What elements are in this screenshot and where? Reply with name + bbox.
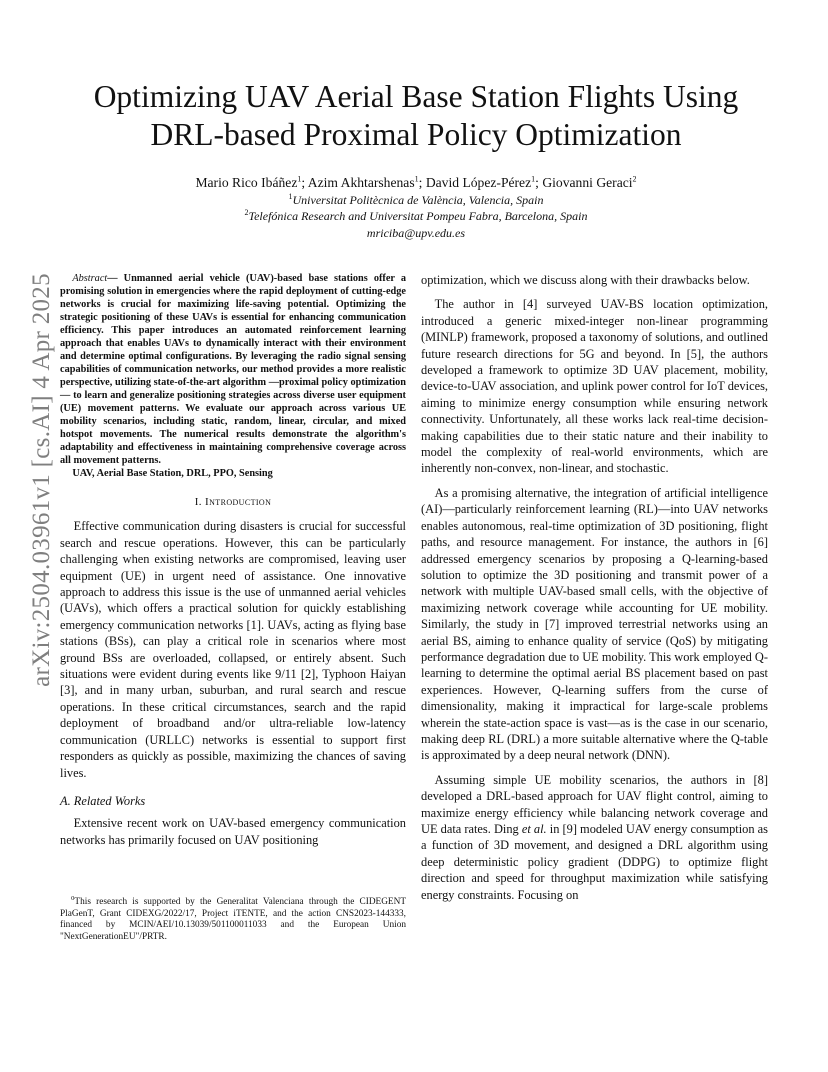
section-heading-introduction: I. Introduction (194, 496, 272, 508)
right-column (421, 272, 768, 903)
author-1: Mario Rico Ibáñez$^1$; (195, 174, 308, 190)
abstract-label: Abstract (72, 273, 108, 284)
author-2: Azim Akhtarshenas$^1$; (307, 174, 426, 190)
subsection-heading-related-works: A. Related Works (60, 793, 146, 808)
body-paragraph-3: Assuming simple UE mobility scenarios, the authors in [8] developed a DRL-based approach for UAV flight control, aiming to maximize energy efficiency while balancing network coverage and UE data rates. Ding et al. in [9] modeled UAV energy consumption as a function of 3D movement, and designed a DRL algorithm using deep deterministic policy gradient (DDPG) to optimize flight direction and speed for throughput maximization while satisfying energy constraints. Focusing on (421, 772, 768, 902)
paper-title: Optimizing UAV Aerial Base Station Flights Using DRL-based Proximal Policy Optimization (93, 79, 739, 152)
related-works-paragraph: Extensive recent work on UAV-based emergency communication networks has primarily focused on UAV positioning (60, 816, 406, 847)
continued-paragraph: optimization, which we discuss along with their drawbacks below. (421, 273, 750, 287)
keywords: UAV, Aerial Base Station, DRL, PPO, Sensing (72, 468, 273, 479)
author-3: David López-Pérez$^1$; (425, 174, 543, 190)
body-paragraph-1: The author in [4] surveyed UAV-BS location optimization, introduced a generic mixed-integer non-linear programming (MINLP) framework, proposed a taxonomy of solutions, and outlined future research directions for 5G and beyond. In [5], the authors developed a framework to optimize 3D UAV placement, mobility, device-to-UAV association, and uplink power control for IoT devices, aiming to minimize energy consumption while ensuring network connectivity. Unfortunately, all these works lack real-time decision-making capabilities due to their static nature and their inability to model the complexity of real-world environments, which are inherently non-convex, non-linear, and stochastic. (421, 297, 768, 476)
arxiv-identifier: arXiv:2504.03961v1 [cs.AI] 4 Apr 2025 (28, 273, 56, 687)
abstract: Abstract— Unmanned aerial vehicle (UAV)-based base stations offer a promising solution in emergencies where the rapid deployment of cutting-edge networks is crucial for maximizing life-saving potential. Optimizing the strategic positioning of these UAVs is essential for enhancing communication efficiency. This paper introduces an automated reinforcement learning approach that enables UAVs to dynamically interact with their environment and determine optimal configurations. By leveraging the radio signal sensing capabilities of communication networks, our method provides a more realistic perspective, utilizing state-of-the-art algorithm —proximal policy optimization— to learn and generalize positioning strategies across diverse user equipment (UE) movement patterns. We evaluate our approach across various UE mobility scenarios, including static, random, linear, circular, and mixed hotspot movements. The numerical results demonstrate the algorithm's adaptability and effectiveness in maintaining comprehensive coverage across all movement patterns. (60, 273, 406, 466)
body-paragraph-2: As a promising alternative, the integration of artificial intelligence (AI)—particularly reinforcement learning (RL)—into UAV networks enables autonomous, real-time optimization of 3D positioning, flight paths, and resource management. For instance, the authors in [6] addressed emergency scenarios by proposing a Q-learning-based solution to optimize the 3D positioning and transmit power of a network with multiple UAV-based small cells, with the objective of maximizing network coverage while accounting for UE mobility. Similarly, the study in [7] improved terrestrial networks using an aerial BS, aiming to enhance quality of service (QoS) by mitigating performance degradation due to UE mobility. This work employed Q-learning to determine the optimal aerial BS placement based on past experiences. However, Q-learning suffers from the curse of dimensionality, making it impractical for large-scale problems wherein the state-action space is vast—as is the case in our scenario, making deep RL (DRL) a more suitable alternative where the Q-table is approximated by a deep neural network (DNN). (421, 485, 768, 763)
author-email: mriciba@upv.edu.es (366, 226, 466, 240)
funding-footnote: $^0$This research is supported by the Generalitat Valenciana through the CIDEGENT PlaGenT, Grant CIDEXG/2022/17, Project iTENTE, and the action CNS2023-144333, financed by MCIN/AEI/10.13039/501100011033 and the European Union "NextGenerationEU"/PRTR. (60, 894, 406, 942)
author-4: Giovanni Geraci$^2$ (542, 174, 637, 190)
left-column (60, 272, 406, 848)
intro-paragraph: Effective communication during disasters is crucial for successful search and rescue operations. However, this can be particularly challenging when existing networks are compromised, leaving user equipment (UE) in urgent need of assistance. One innovative approach to address this issue is the use of unmanned aerial vehicles (UAVs), which offers a practical solution for quickly establishing emergency communication networks [1]. UAVs, acting as flying base stations (BSs), can play a critical role in scenarios where most ground BSs are overloaded, collapsed, or entirely absent. Such situations were evident during events like 9/11 [2], Typhoon Haiyan [3], and in many urban, suburban, and rural search and rescue operations. In these critical circumstances, search and the rapid deployment of broadband and/or ultra-reliable low-latency communication (URLLC) networks is essential to support first responders as quickly as possible, maximizing the chances of saving lives. (60, 519, 406, 780)
affiliation-1: $^1$Universitat Politècnica de València, Valencia, Spain (288, 192, 544, 207)
affiliation-2: $^2$Telefónica Research and Universitat Pompeu Fabra, Barcelona, Spain (244, 208, 588, 223)
author-list (80, 174, 752, 191)
